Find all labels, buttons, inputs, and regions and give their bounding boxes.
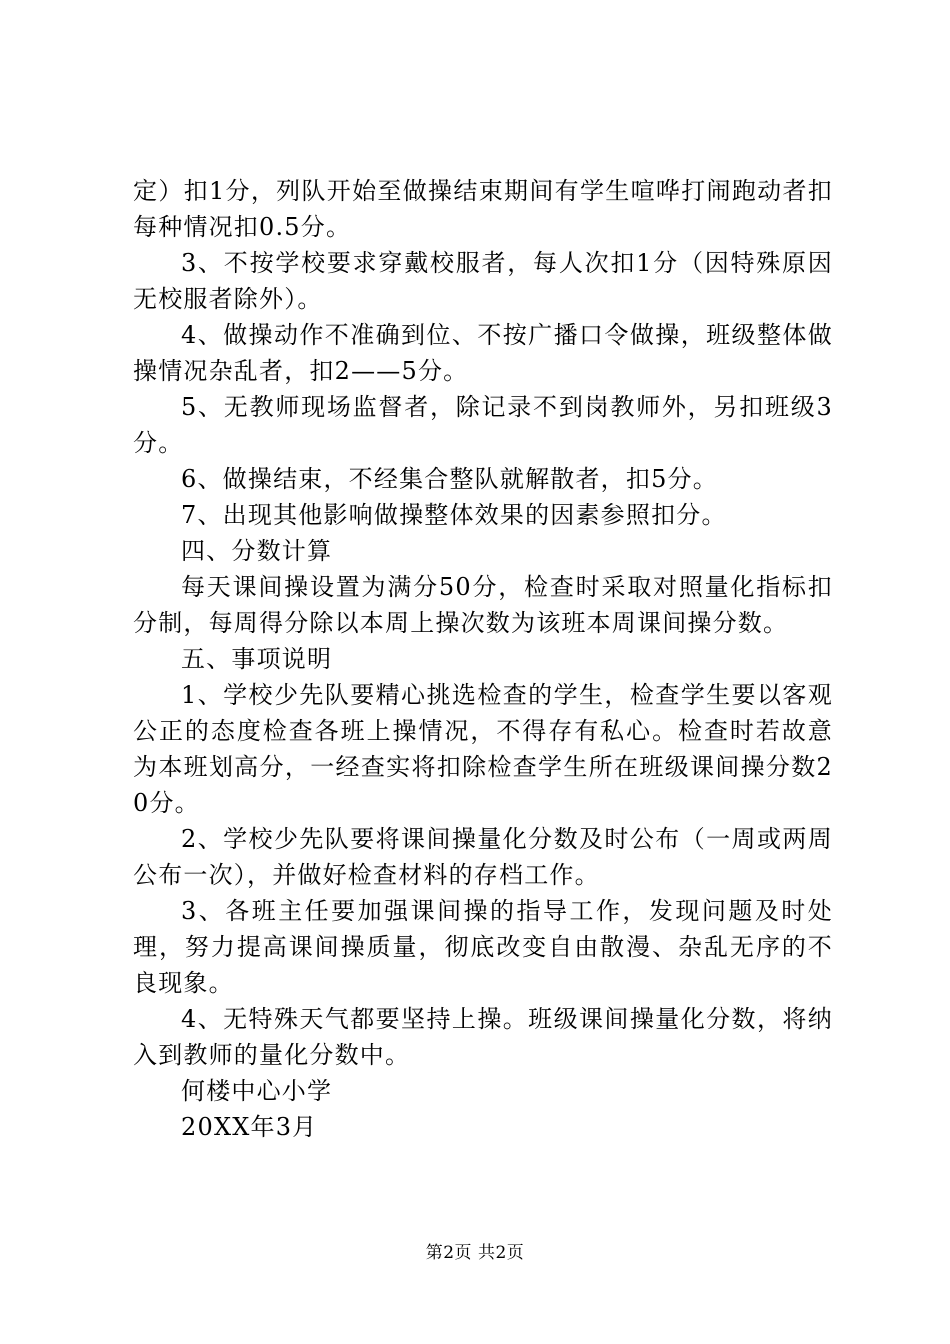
paragraph-continuation: 定）扣1分，列队开始至做操结束期间有学生喧哗打闹跑动者扣每种情况扣0.5分。 <box>133 177 833 241</box>
paragraph-note-4: 4、无特殊天气都要坚持上操。班级课间操量化分数，将纳入到教师的量化分数中。 <box>133 1005 833 1069</box>
paragraph-note-1: 1、学校少先队要精心挑选检查的学生，检查学生要以客观公正的态度检查各班上操情况，不得存有私心。检查时若故意为本班划高分，一经查实将扣除检查学生所在班级课间操分数20分。 <box>133 681 833 817</box>
paragraph-note-2: 2、学校少先队要将课间操量化分数及时公布（一周或两周公布一次），并做好检查材料的存档工作。 <box>133 825 833 889</box>
paragraph-note-3: 3、各班主任要加强课间操的指导工作，发现问题及时处理，努力提高课间操质量，彻底改变自由散漫、杂乱无序的不良现象。 <box>133 897 833 997</box>
page-footer: 第2页 共2页 <box>425 1243 525 1263</box>
paragraph-rule-4: 4、做操动作不准确到位、不按广播口令做操，班级整体做操情况杂乱者，扣2——5分。 <box>133 321 833 385</box>
document-body <box>133 173 833 1145</box>
paragraph-rule-6: 6、做操结束，不经集合整队就解散者，扣5分。 <box>181 465 718 493</box>
paragraph-score-calculation: 每天课间操设置为满分50分，检查时采取对照量化指标扣分制，每周得分除以本周上操次数为该班本周课间操分数。 <box>133 573 833 637</box>
paragraph-rule-7: 7、出现其他影响做操整体效果的因素参照扣分。 <box>181 501 727 529</box>
signature-school-name: 何楼中心小学 <box>181 1077 333 1105</box>
section-heading-notes: 五、事项说明 <box>181 645 333 673</box>
paragraph-rule-5: 5、无教师现场监督者，除记录不到岗教师外，另扣班级3分。 <box>133 393 833 457</box>
signature-date: 20XX年3月 <box>181 1113 318 1141</box>
section-heading-score-calculation: 四、分数计算 <box>181 537 333 565</box>
paragraph-rule-3: 3、不按学校要求穿戴校服者，每人次扣1分（因特殊原因无校服者除外）。 <box>133 249 833 313</box>
